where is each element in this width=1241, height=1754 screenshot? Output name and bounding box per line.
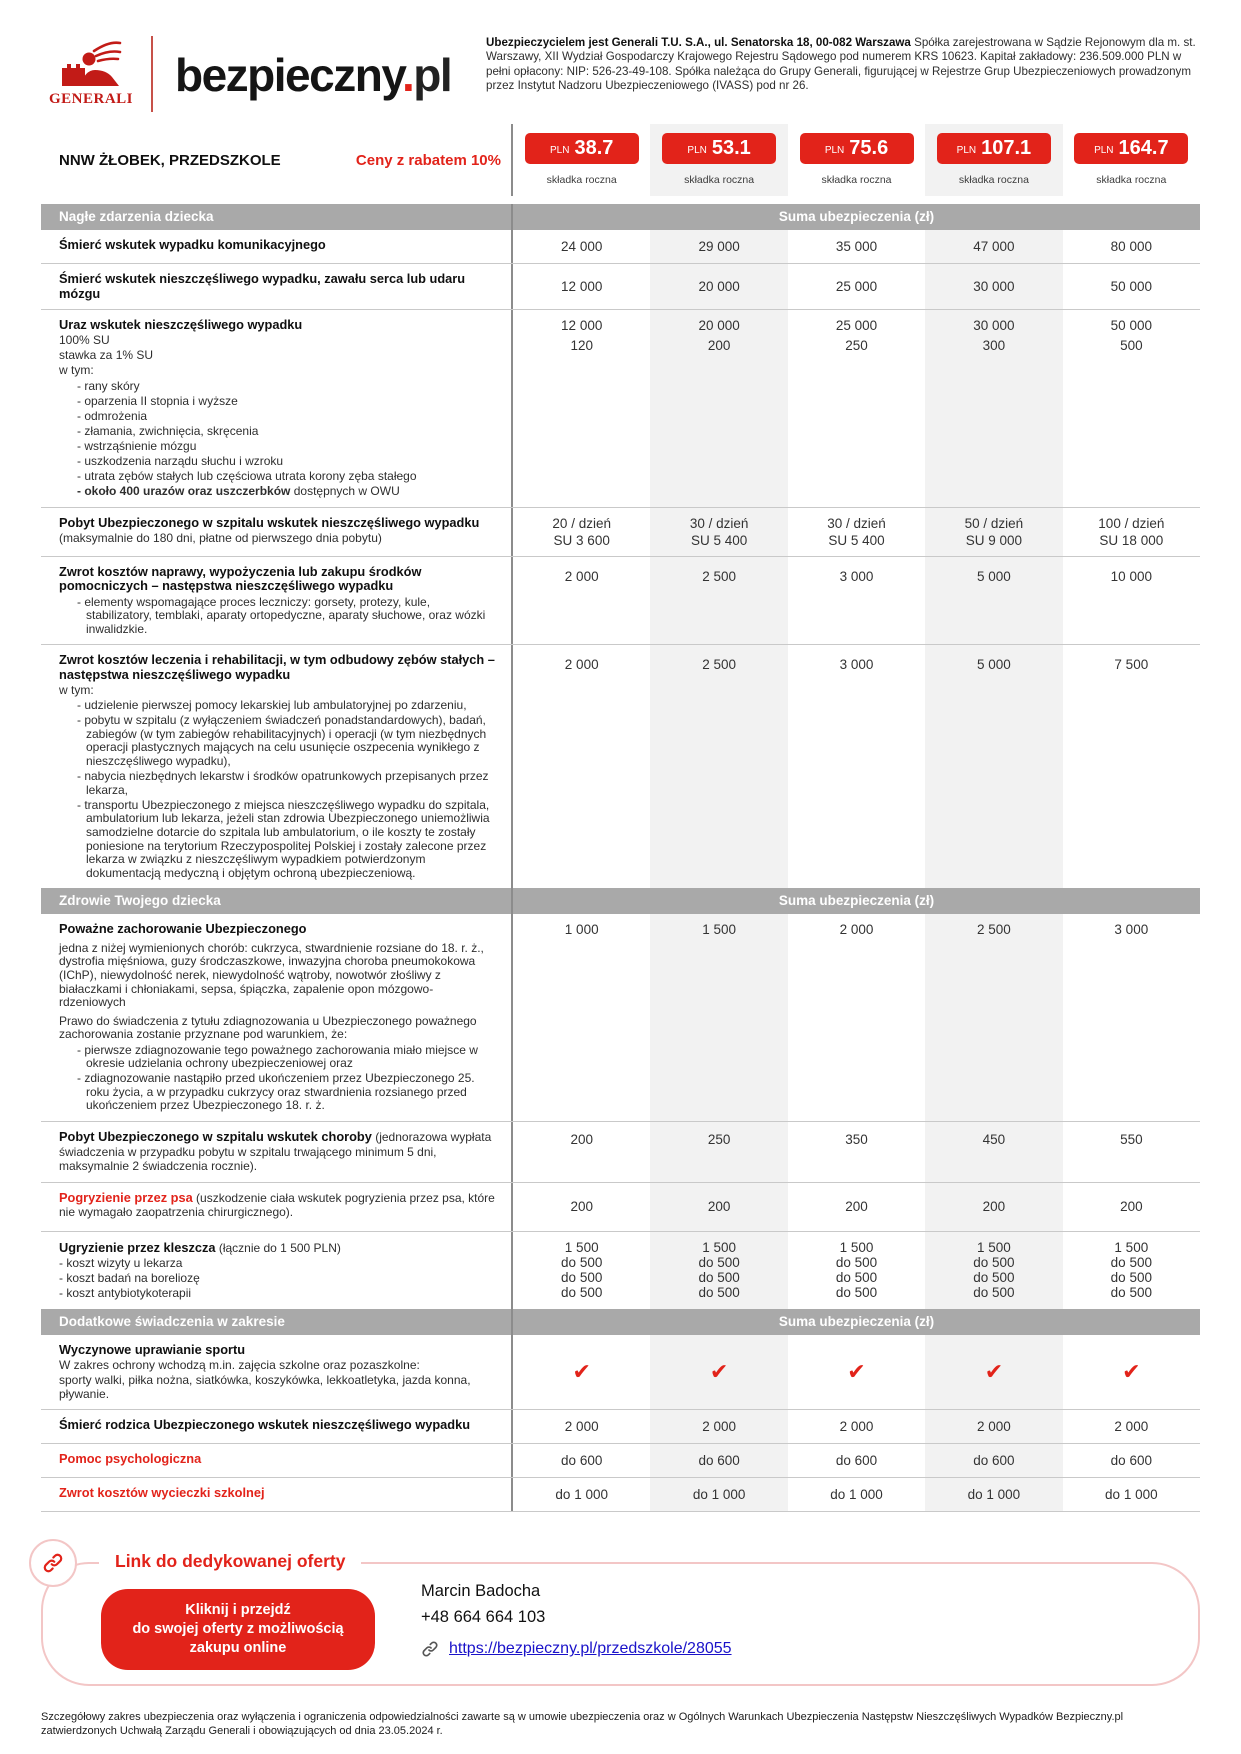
row-values xyxy=(511,914,1200,1121)
logo-divider xyxy=(151,36,153,112)
row-values xyxy=(511,1444,1200,1477)
value-cell: 20 000 200 xyxy=(650,310,787,507)
brand-dot: . xyxy=(402,49,414,101)
section-header-zdrowie-dziecka xyxy=(41,888,1200,914)
price-value: 164.7 xyxy=(1118,137,1169,159)
brand-tld: pl xyxy=(413,49,452,101)
row-title: Zwrot kosztów naprawy, wypożyczenia lub zakupu środków pomocniczych – następstwa nieszczęśliwego wypadku xyxy=(59,563,422,594)
value-cell: do 1 000 xyxy=(555,1487,608,1503)
price-column xyxy=(513,124,650,196)
value-cell: 550 xyxy=(1120,1132,1143,1147)
price-badge xyxy=(525,133,639,164)
premium-label: składka roczna xyxy=(958,174,1029,186)
value-cell: 25 000 xyxy=(835,279,878,295)
value-cell xyxy=(925,1335,1062,1409)
table-row-uraz xyxy=(41,309,1200,507)
row-values xyxy=(511,264,1200,309)
premium-label: składka roczna xyxy=(684,174,755,186)
value-cell: 1 500 do 500 do 500 do 500 xyxy=(650,1232,787,1309)
table-row-pogryzienie-psa xyxy=(41,1182,1200,1231)
row-label: Pobyt Ubezpieczonego w szpitalu wskutek nieszczęśliwego wypadku (maksymalnie do 180 dni, płatne od pierwszego dnia pobytu) xyxy=(41,508,511,556)
row-values xyxy=(511,1232,1200,1309)
value-cell: 5 000 xyxy=(925,557,1062,644)
value-cell xyxy=(788,1335,925,1409)
value-cell: 200 xyxy=(650,1183,787,1231)
offer-head xyxy=(41,124,511,196)
value-cell xyxy=(650,1335,787,1409)
value-cell: do 600 xyxy=(835,1453,878,1469)
value-cell: 2 000 xyxy=(564,568,599,584)
section-value-header: Suma ubezpieczenia (zł) xyxy=(511,888,1200,914)
table-row-powazne-zachorowanie xyxy=(41,914,1200,1121)
check-icon: ✔ xyxy=(709,1358,729,1384)
row-title: Ugryzienie przez kleszcza xyxy=(59,1239,216,1255)
check-icon: ✔ xyxy=(984,1358,1004,1384)
price-badge xyxy=(937,133,1051,164)
price-column xyxy=(788,124,925,196)
currency-label: PLN xyxy=(956,145,977,156)
row-title: Poważne zachorowanie Ubezpieczonego xyxy=(59,921,307,937)
table-row-pobyt-szpital-choroba xyxy=(41,1121,1200,1182)
discount-label: Ceny z rabatem 10% xyxy=(355,151,501,169)
row-title: Pogryzienie przez psa xyxy=(59,1189,193,1205)
agent-contact xyxy=(421,1582,545,1627)
row-label xyxy=(41,1410,511,1443)
table-row-smierc-komunikacyjna xyxy=(41,230,1200,263)
value-cell: do 600 xyxy=(650,1444,787,1477)
value-cell: 25 000 250 xyxy=(835,318,878,354)
value-cell: 2 000 xyxy=(1114,1419,1149,1435)
value-cell: 2 500 xyxy=(650,645,787,888)
row-label: Zwrot kosztów leczenia i rehabilitacji, w tym odbudowy zębów stałych – następstwa nieszczęśliwego wypadku w tym: - udzielenie pierwszej pomocy lekarskiej lub ambulatoryjnej po zdarzeniu, - pobytu w szpitalu (z wyłączeniem świadczeń ponadstandardowych), badań, zabiegów (w tym zabiegów rehabilitacyjnych) i operacji (w tym niezbędnych operacji plastycznych mających na celu usunięcie oszpecenia wynikłego z nieszczęśliwego wypadku), - nabycia niezbędnych lekarstw i środków opatrunkowych przepisanych przez lekarza, - transportu Ubezpieczonego z miejsca nieszczęśliwego wypadku do szpitala, ambulatorium lub lekarza, jeżeli stan zdrowia Ubezpieczonego uniemożliwia samodzielne dotarcie do szpitala lub ambulatorium, o ile koszty te zostały poniesione na terytorium Rzeczypospolitej Polskiej i zostały zalecone przez lekarza w związku z nieszczęśliwym wypadkiem potwierdzonym dokumentacją medyczną i objętym ochroną ubezpieczeniową. xyxy=(41,645,511,888)
value-cell: 200 xyxy=(925,1183,1062,1231)
premium-label: składka roczna xyxy=(1096,174,1167,186)
row-label xyxy=(41,230,511,263)
premium-label: składka roczna xyxy=(546,174,617,186)
value-cell: 50 / dzień SU 9 000 xyxy=(925,508,1062,556)
value-cell: 2 000 xyxy=(564,1419,599,1435)
value-cell: do 1 000 xyxy=(830,1487,883,1503)
row-title: Zwrot kosztów leczenia i rehabilitacji, w tym odbudowy zębów stałych – następstwa nieszczęśliwego wypadku xyxy=(59,652,495,682)
value-cell: 2 500 xyxy=(925,914,1062,1121)
header xyxy=(41,34,1200,112)
price-column xyxy=(925,124,1062,196)
section-title: Dodatkowe świadczenia w zakresie xyxy=(41,1309,511,1335)
currency-label: PLN xyxy=(687,145,707,156)
row-title: Zwrot kosztów wycieczki szkolnej xyxy=(59,1485,265,1501)
value-cell: 3 000 xyxy=(839,657,874,673)
insurer-info xyxy=(486,34,1200,94)
row-label xyxy=(41,1444,511,1477)
row-title: Śmierć wskutek wypadku komunikacyjnego xyxy=(59,237,326,252)
row-title: Śmierć rodzica Ubezpieczonego wskutek nieszczęśliwego wypadku xyxy=(59,1417,471,1433)
section-rows-2 xyxy=(41,914,1200,1309)
premium-label: składka roczna xyxy=(821,174,892,186)
price-column xyxy=(650,124,787,196)
value-cell: 2 500 xyxy=(650,557,787,644)
row-title: Pomoc psychologiczna xyxy=(59,1451,202,1467)
price-columns xyxy=(511,124,1200,196)
brand-logo xyxy=(175,48,451,102)
value-cell: 1 500 do 500 do 500 do 500 xyxy=(561,1239,603,1300)
value-cell: 50 000 500 xyxy=(1110,318,1152,354)
value-cell: 80 000 xyxy=(1110,239,1152,254)
check-icon: ✔ xyxy=(572,1358,591,1384)
agent-phone: +48 664 664 103 xyxy=(421,1608,546,1627)
value-cell xyxy=(1063,1335,1200,1409)
price-value: 53.1 xyxy=(711,137,751,159)
row-label xyxy=(41,264,511,309)
value-cell: 35 000 xyxy=(835,239,878,254)
value-cell: 1 500 do 500 do 500 do 500 xyxy=(1110,1239,1152,1300)
value-cell: 3 000 xyxy=(1114,922,1149,938)
row-label: Zwrot kosztów naprawy, wypożyczenia lub zakupu środków pomocniczych – następstwa nieszczęśliwego wypadku - elementy wspomagające proces leczniczy: gorsety, protezy, kule, stabilizatory, temblaki, aparaty ortopedyczne, aparaty słuchowe, oraz wózki inwalidzkie. xyxy=(41,557,511,644)
legal-disclaimer: Szczegółowy zakres ubezpieczenia oraz wyłączenia i ograniczenia odpowiedzialności zawarte są w umowie ubezpieczenia oraz w Ogólnych Warunkach Ubezpieczenia Następstw Nieszczęśliwych Wypadków Bezpieczny.pl zatwierdzonych Uchwałą Zarządu Generali i obowiązujących od dnia 23.05.2024 r. xyxy=(41,1711,1124,1738)
row-values xyxy=(511,1122,1200,1182)
section-header-nagle-zdarzenia xyxy=(41,204,1200,230)
table-row-wycieczka-szkolna xyxy=(41,1477,1200,1511)
value-cell: 30 000 300 xyxy=(925,310,1062,507)
value-cell: 200 xyxy=(570,1199,593,1215)
row-label: Pogryzienie przez psa (uszkodzenie ciała wskutek pogryzienia przez psa, które nie wymagało zaopatrzenia chirurgicznego). xyxy=(59,1189,495,1220)
value-cell: 450 xyxy=(925,1122,1062,1182)
value-cell: 2 000 xyxy=(839,1419,874,1435)
agent-name: Marcin Badocha xyxy=(421,1582,541,1601)
brand-name: bezpieczny xyxy=(175,49,402,101)
price-value: 75.6 xyxy=(849,137,889,159)
row-values xyxy=(511,557,1200,644)
row-values xyxy=(511,645,1200,888)
value-cell: 250 xyxy=(650,1122,787,1182)
link-icon xyxy=(29,1539,77,1587)
check-icon: ✔ xyxy=(1122,1358,1141,1384)
section-title: Zdrowie Twojego dziecka xyxy=(41,888,511,914)
row-values xyxy=(511,310,1200,507)
section-value-header: Suma ubezpieczenia (zł) xyxy=(511,1309,1200,1335)
value-cell: 20 000 xyxy=(650,264,787,309)
row-label: Ugryzienie przez kleszcza (łącznie do 1 500 PLN) - koszt wizyty u lekarza - koszt badań na boreliozę - koszt antybiotykoterapii xyxy=(59,1239,341,1300)
price-badge xyxy=(1074,133,1188,164)
table-row-pobyt-szpital-nw xyxy=(41,507,1200,556)
section-header-dodatkowe xyxy=(41,1309,1200,1335)
value-cell: 1 000 xyxy=(564,922,599,938)
section-rows-3 xyxy=(41,1335,1200,1512)
value-cell: 2 000 xyxy=(564,657,599,673)
value-cell: 30 000 xyxy=(925,264,1062,309)
value-cell: 2 000 xyxy=(839,922,874,938)
offer-link-card xyxy=(41,1551,1200,1686)
row-values xyxy=(511,1335,1200,1409)
offer-url-link[interactable]: https://bezpieczny.pl/przedszkole/28055 xyxy=(449,1640,732,1658)
value-cell: do 1 000 xyxy=(650,1478,787,1511)
value-cell: 200 xyxy=(845,1199,868,1215)
value-cell: 200 xyxy=(1120,1199,1143,1215)
value-cell: 47 000 xyxy=(925,230,1062,263)
row-values xyxy=(511,230,1200,263)
generali-logo xyxy=(41,34,141,108)
table-row-smierc-rodzica xyxy=(41,1409,1200,1443)
price-badge xyxy=(800,133,914,164)
table-row-kleszcz xyxy=(41,1231,1200,1309)
price-badge xyxy=(662,133,776,164)
generali-wordmark: GENERALI xyxy=(48,91,134,107)
price-column xyxy=(1063,124,1200,196)
value-cell: 100 / dzień SU 18 000 xyxy=(1098,515,1165,548)
row-title: Pobyt Ubezpieczonego w szpitalu wskutek choroby xyxy=(59,1129,372,1144)
section-title: Nagłe zdarzenia dziecka xyxy=(41,204,511,230)
chain-icon xyxy=(42,1552,64,1574)
value-cell: 12 000 xyxy=(561,279,603,295)
row-values xyxy=(511,508,1200,556)
offer-link-row xyxy=(421,1640,732,1658)
chain-icon-small xyxy=(421,1640,439,1658)
value-cell: 29 000 xyxy=(650,230,787,263)
row-title: Uraz wskutek nieszczęśliwego wypadku xyxy=(59,317,303,333)
section-rows-1 xyxy=(41,230,1200,888)
value-cell: do 600 xyxy=(925,1444,1062,1477)
table-row-sport xyxy=(41,1335,1200,1409)
row-values xyxy=(511,1183,1200,1231)
value-cell: 20 / dzień SU 3 600 xyxy=(552,515,611,548)
currency-label: PLN xyxy=(824,145,845,156)
table-row-zwrot-naprawy xyxy=(41,556,1200,644)
row-title: Śmierć wskutek nieszczęśliwego wypadku, zawału serca lub udaru mózgu xyxy=(59,271,466,301)
value-cell: 200 xyxy=(570,1132,593,1147)
value-cell: 30 / dzień SU 5 400 xyxy=(827,515,886,548)
table-row-smierc-nw xyxy=(41,263,1200,309)
value-cell: do 1 000 xyxy=(1105,1487,1158,1503)
value-cell: do 600 xyxy=(1110,1453,1152,1469)
currency-label: PLN xyxy=(550,145,570,156)
offer-cta-button[interactable]: Kliknij i przejdź do swojej oferty z możliwością zakupu online xyxy=(101,1589,375,1670)
value-cell: 350 xyxy=(845,1132,868,1147)
price-value: 107.1 xyxy=(981,137,1032,159)
value-cell: 3 000 xyxy=(839,568,874,584)
offer-title: NNW ŻŁOBEK, PRZEDSZKOLE xyxy=(59,151,281,169)
section-value-header: Suma ubezpieczenia (zł) xyxy=(511,204,1200,230)
insurer-info-bold: Ubezpieczycielem jest Generali T.U. S.A., ul. Senatorska 18, 00-082 Warszawa xyxy=(486,36,911,49)
value-cell: 10 000 xyxy=(1110,568,1152,584)
table-row-zwrot-leczenia xyxy=(41,644,1200,888)
value-cell: 1 500 do 500 do 500 do 500 xyxy=(835,1239,878,1300)
value-cell: 7 500 xyxy=(1114,657,1149,673)
row-label: Poważne zachorowanie Ubezpieczonego jedna z niżej wymienionych chorób: cukrzyca, stwardnienie rozsiane do 18. r. ż., dystrofia mięśniowa, guzy środczaszkowe, inwazyjna choroba pneumokokowa (IChP), niewydolność nerek, niewydolność wątroby, nowotwór złośliwy z białaczkami i chłoniakami, sepsa, śpiączka, zapalenie opon mózgowo-rdzeniowych Prawo do świadczenia z tytułu zdiagnozowania u Ubezpieczonego poważnego zachorowania zostanie przyznane pod warunkiem, że: - pierwsze zdiagnozowanie tego poważnego zachorowania miało miejsce w okresie udzielania ochrony ubezpieczeniowej oraz - zdiagnozowanie nastąpiło przed ukończeniem przez Ubezpieczonego 25. roku życia, a w przypadku cukrzycy oraz stwardnienia rozsianego przed ukończeniem przez Ubezpieczonego 18. r. ż. xyxy=(41,914,511,1121)
value-cell: 1 500 do 500 do 500 do 500 xyxy=(925,1232,1062,1309)
table-row-pomoc-psychologiczna xyxy=(41,1443,1200,1477)
currency-label: PLN xyxy=(1094,145,1114,156)
row-label xyxy=(41,1478,511,1511)
row-title: Wyczynowe uprawianie sportu xyxy=(59,1341,246,1357)
value-cell xyxy=(513,1335,650,1409)
value-cell: do 600 xyxy=(561,1453,603,1469)
value-cell: 2 000 xyxy=(925,1410,1062,1443)
value-cell: 1 500 xyxy=(650,914,787,1121)
price-header-row xyxy=(41,124,1200,196)
price-value: 38.7 xyxy=(574,137,614,159)
value-cell: 12 000 120 xyxy=(561,318,603,354)
value-cell: 5 000 xyxy=(925,645,1062,888)
row-values xyxy=(511,1478,1200,1511)
row-title: Pobyt Ubezpieczonego w szpitalu wskutek nieszczęśliwego wypadku xyxy=(59,514,480,530)
row-label: Uraz wskutek nieszczęśliwego wypadku 100% SU stawka za 1% SU w tym: - rany skóry - oparzenia II stopnia i wyższe - odmrożenia - złamania, zwichnięcia, skręcenia - wstrząśnienie mózgu - uszkodzenia narządu słuchu i wzroku - utrata zębów stałych lub częściowa utrata korony zęba stałego - około 400 urazów oraz uszczerbków dostępnych w OWU xyxy=(41,310,511,507)
row-label: Pobyt Ubezpieczonego w szpitalu wskutek choroby (jednorazowa wypłata świadczenia w przypadku pobytu w szpitalu trwającego minimum 5 dni, maksymalnie 2 świadczenia rocznie). xyxy=(59,1129,492,1174)
insurer-info-body: Spółka zarejestrowana w Sądzie Rejonowym dla m. st. Warszawy, XII Wydział Gospodarczy Krajowego Rejestru Sądowego pod numerem KRS 10623. Kapitał zakładowy: 236.509.000 PLN w pełni opłacony: NIP: 526-23-49-108. Spółka należąca do Grupy Generali, figurującej w Rejestrze Grup Ubezpieczeniowych prowadzonym przez Instytut Nadzoru Ubezpieczeniowego (IVASS) pod nr 26. xyxy=(486,36,1196,93)
row-values xyxy=(511,1410,1200,1443)
link-card-title: Link do dedykowanej oferty xyxy=(99,1551,361,1572)
value-cell: 50 000 xyxy=(1110,279,1152,295)
value-cell: 2 000 xyxy=(650,1410,787,1443)
row-label: Wyczynowe uprawianie sportu W zakres ochrony wchodzą m.in. zajęcia szkolne oraz pozaszkolne: sporty walki, piłka nożna, siatkówka, koszykówka, lekkoatletyka, jazda konna, pływanie. xyxy=(41,1335,511,1409)
value-cell: 30 / dzień SU 5 400 xyxy=(650,508,787,556)
check-icon: ✔ xyxy=(847,1358,866,1384)
generali-lion-icon xyxy=(58,38,124,90)
value-cell: 24 000 xyxy=(561,239,603,254)
value-cell: do 1 000 xyxy=(925,1478,1062,1511)
